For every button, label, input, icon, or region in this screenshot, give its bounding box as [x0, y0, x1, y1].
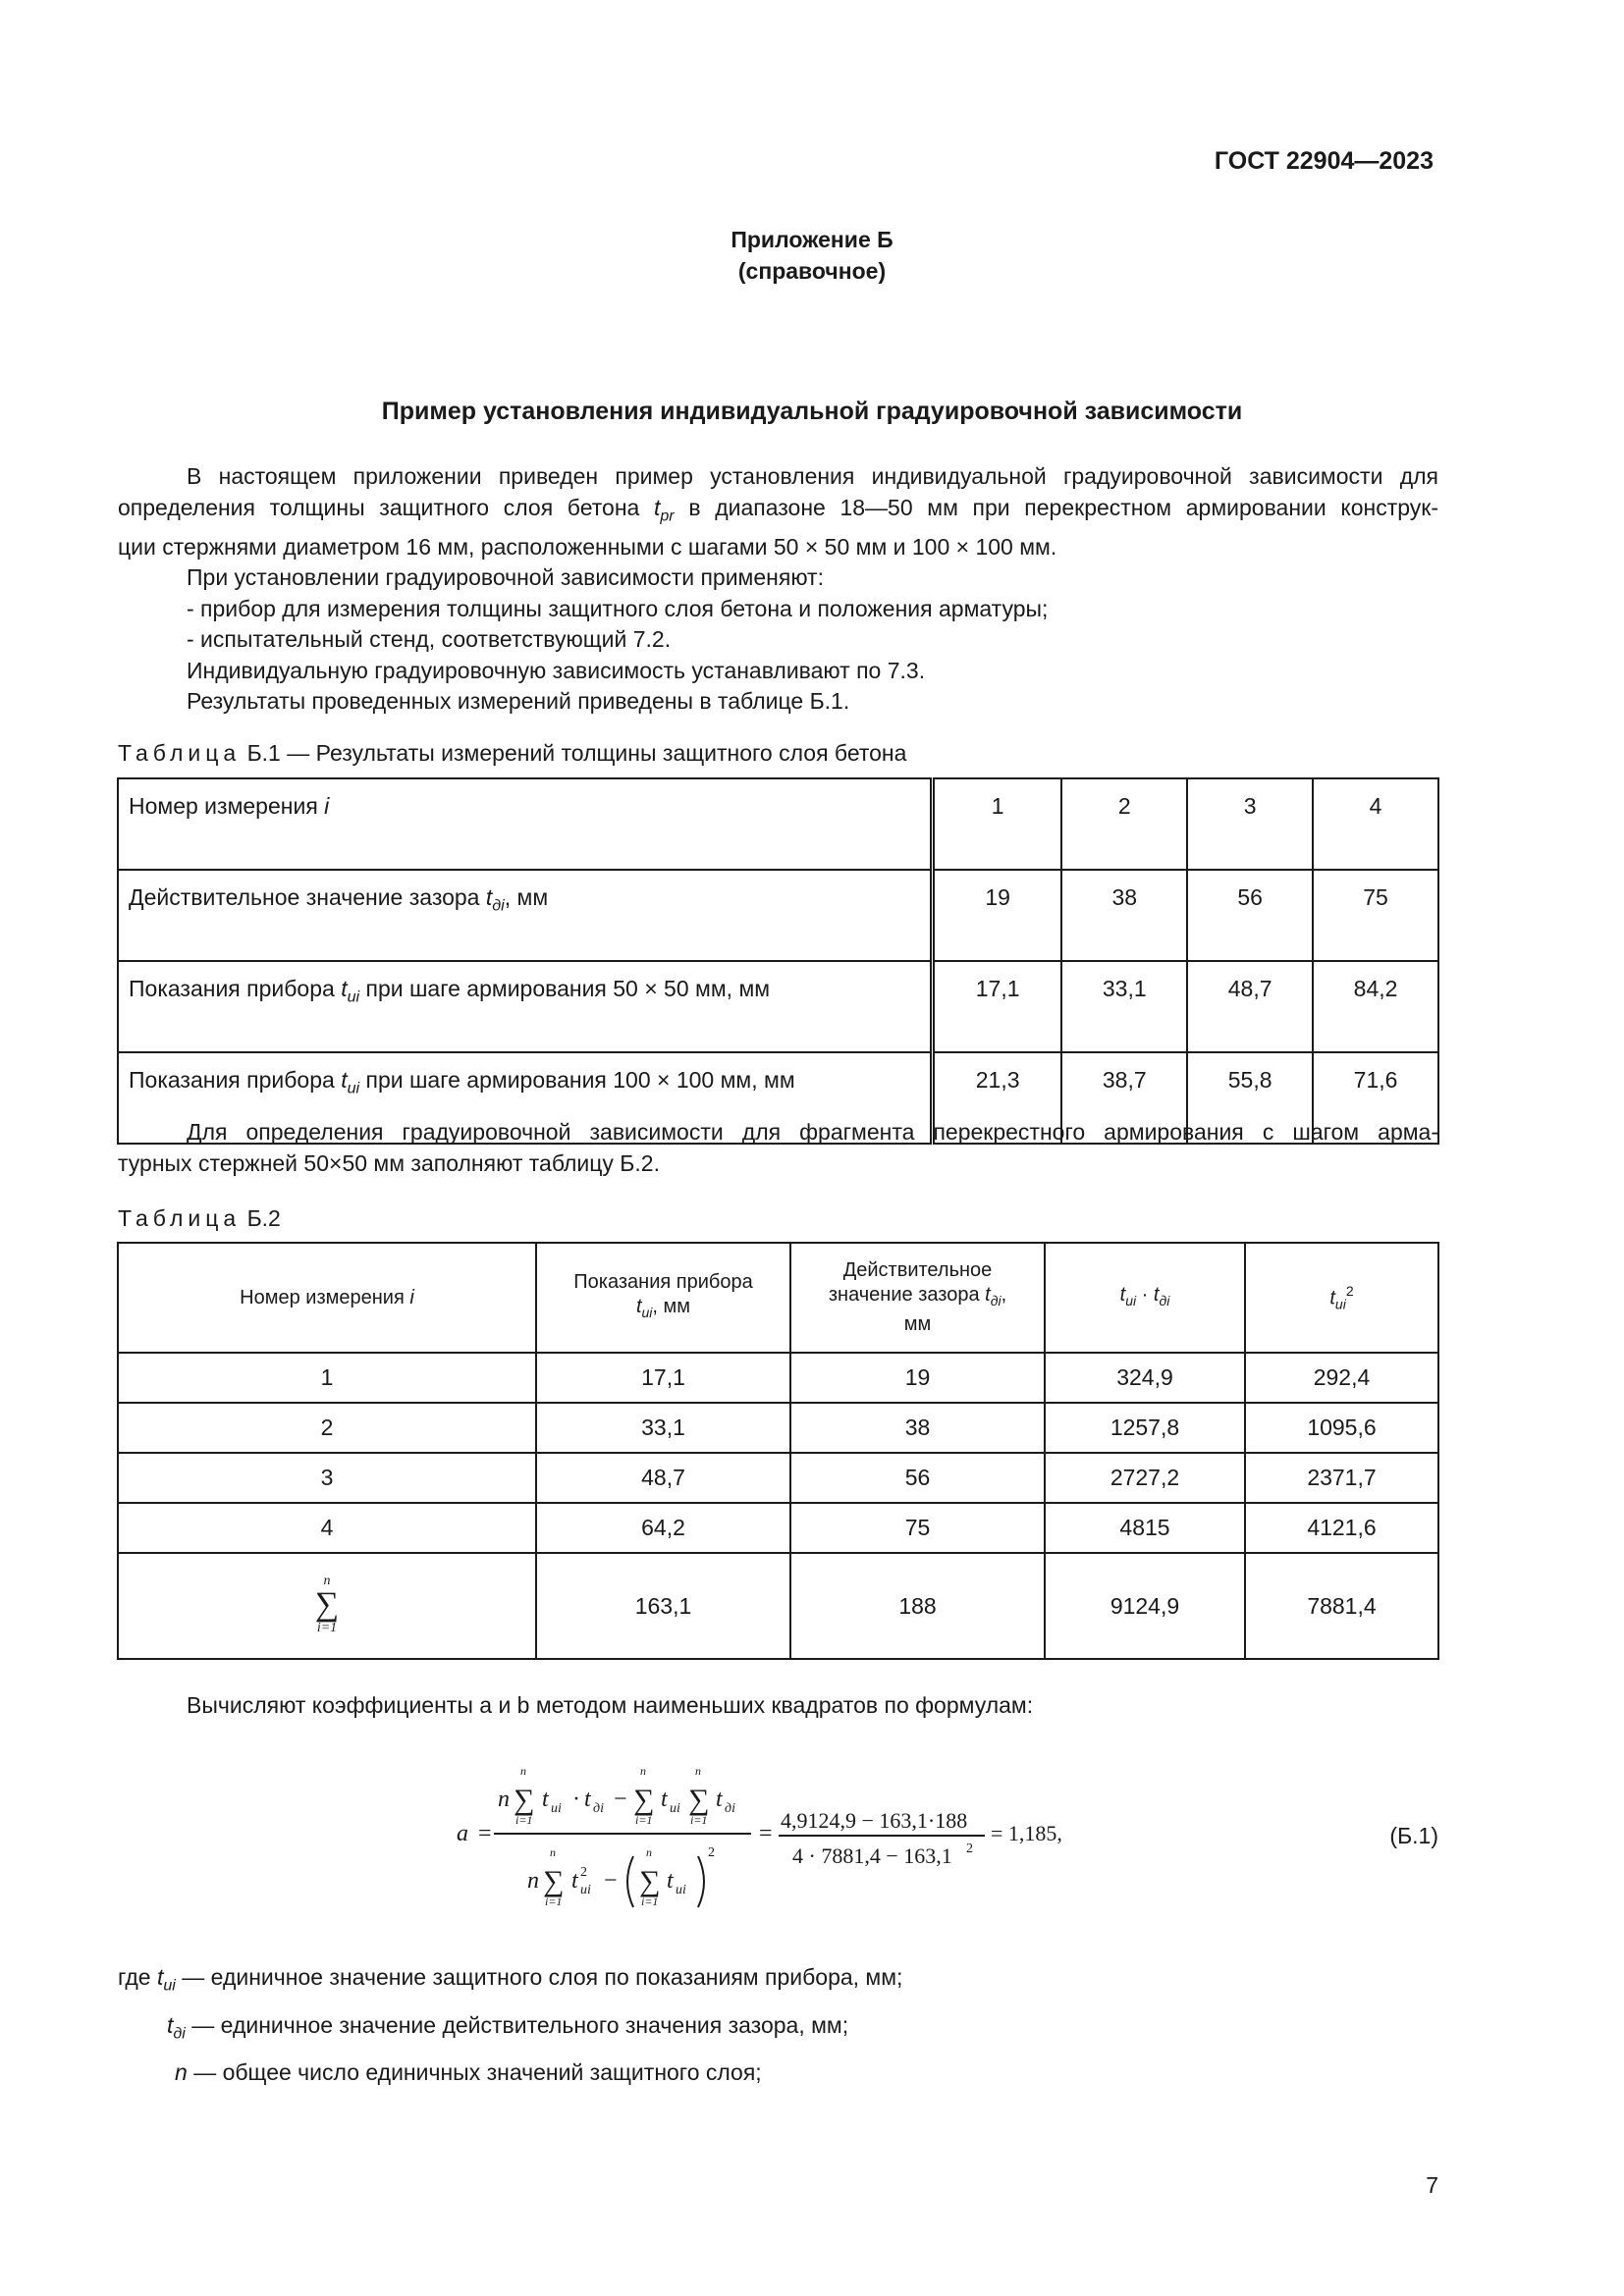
svg-text:−: − — [604, 1868, 618, 1894]
sigma-5: ∑ — [639, 1865, 661, 1897]
svg-text:иi: иi — [551, 1801, 562, 1816]
formula-eq: = — [478, 1821, 492, 1846]
svg-text:n: n — [550, 1845, 556, 1859]
calculation-table — [117, 1242, 1439, 1660]
header-product: $t_{иi} \cdot t_{дi}$ — [1045, 1243, 1245, 1353]
table2-intro-line-2: турных стержней 50×50 мм заполняют таблицу Б.2. — [118, 1149, 660, 1176]
header-actual-gap: Действительное значение зазора $t_{дi}$, мм — [790, 1243, 1045, 1353]
intro-list-item-2: - испытательный стенд, соответствующий 7.2. — [187, 626, 672, 653]
table2-sum-cell: 163,1 — [536, 1553, 790, 1659]
sum-upper-limit: n — [323, 1574, 331, 1588]
formula-numerator — [498, 1764, 735, 1827]
paren-left — [627, 1856, 633, 1907]
table1-row — [118, 870, 1438, 961]
table2-cell: 56 — [790, 1453, 1045, 1503]
svg-text:n: n — [640, 1764, 646, 1778]
svg-text:n: n — [520, 1764, 526, 1778]
header-instrument-reading: Показания прибора $t_{иi}$, мм — [536, 1243, 790, 1353]
svg-text:t: t — [571, 1868, 578, 1894]
table1-row-label: Показания прибора $t_{иi}$ при шаге армирования 100 × 100 мм, мм — [118, 1052, 933, 1144]
table1-cell: 71,6 — [1313, 1052, 1438, 1144]
table2-row — [118, 1453, 1438, 1503]
table2-cell: 4 — [118, 1503, 536, 1553]
table2-cell: 1257,8 — [1045, 1403, 1245, 1453]
formula-result: = 1,185, — [991, 1821, 1062, 1845]
table2-row — [118, 1503, 1438, 1553]
svg-text:i=1: i=1 — [690, 1813, 708, 1827]
table2-cell: 75 — [790, 1503, 1045, 1553]
table2-sum-row — [118, 1553, 1438, 1659]
svg-text:t: t — [716, 1787, 723, 1812]
header-measurement-number: Номер измерения i — [118, 1243, 536, 1353]
table2-cell: 324,9 — [1045, 1353, 1245, 1403]
sum-lower-limit: i=1 — [316, 1621, 338, 1635]
sigma-1: ∑ — [514, 1784, 535, 1816]
svg-text:t: t — [661, 1787, 668, 1812]
svg-text:2: 2 — [708, 1845, 715, 1860]
svg-text:n: n — [695, 1764, 701, 1778]
page-number: 7 — [1426, 2172, 1438, 2198]
formula-eq-2: = — [759, 1821, 773, 1846]
table1-cell: 33,1 — [1061, 961, 1187, 1052]
svg-text:дi: дi — [725, 1801, 735, 1816]
table2-intro-line-1: Для определения градуировочной зависимости для фрагмента перекрестного армирования с шагом арма- — [187, 1119, 1438, 1145]
table2-cell: 292,4 — [1245, 1353, 1438, 1403]
table1-row-label: Действительное значение зазора $t_{дi}$, мм — [118, 870, 933, 961]
intro-list-item-1: - прибор для измерения толщины защитного слоя бетона и положения арматуры; — [187, 595, 1049, 621]
table2-intro — [118, 1117, 1438, 1179]
svg-text:i=1: i=1 — [641, 1895, 659, 1908]
formula-denominator — [527, 1845, 715, 1908]
table1-cell: 55,8 — [1187, 1052, 1313, 1144]
intro-line-6: Результаты проведенных измерений приведены в таблице Б.1. — [187, 688, 850, 715]
intro-line-4: При установлении градуировочной зависимости применяют: — [187, 564, 824, 591]
table2-cell: 3 — [118, 1453, 536, 1503]
formula-b1 — [457, 1752, 1134, 1914]
svg-text:t: t — [542, 1787, 549, 1812]
definition-t-i: где $t_{иi}$ — единичное значение защитного слоя по показаниям прибора, мм; — [118, 1964, 903, 1995]
table2-cell: 4815 — [1045, 1503, 1245, 1553]
formula-definitions — [118, 1957, 1438, 2092]
svg-text:иi: иi — [676, 1883, 686, 1897]
measurements-table — [117, 777, 1439, 1145]
table2-cell: 19 — [790, 1353, 1045, 1403]
table1-cell: 2 — [1061, 778, 1187, 870]
table1-row-label: Номер измерения i — [118, 778, 933, 870]
formula-number: (Б.1) — [1389, 1823, 1438, 1848]
svg-text:2: 2 — [966, 1842, 973, 1856]
appendix-heading — [0, 224, 1624, 287]
formula-numeric-numerator: 4,9124,9 − 163,1·188 — [781, 1808, 968, 1833]
sigma-3: ∑ — [688, 1784, 710, 1816]
sum-symbol-cell — [118, 1553, 536, 1659]
document-code: ГОСТ 22904—2023 — [1214, 147, 1434, 175]
svg-text:иi: иi — [580, 1883, 591, 1897]
svg-text:n: n — [527, 1868, 539, 1894]
table1-cell: 1 — [933, 778, 1062, 870]
table1-row — [118, 961, 1438, 1052]
svg-text:n: n — [646, 1845, 652, 1859]
table2-cell: 48,7 — [536, 1453, 790, 1503]
table1-cell: 17,1 — [933, 961, 1062, 1052]
table1-row — [118, 778, 1438, 870]
table2-cell: 17,1 — [536, 1353, 790, 1403]
table1-caption: Таблица Б.1 — Результаты измерений толщины защитного слоя бетона — [118, 740, 907, 766]
table2-cell: 2727,2 — [1045, 1453, 1245, 1503]
table1-cell: 75 — [1313, 870, 1438, 961]
table1-cell: 56 — [1187, 870, 1313, 961]
table2-cell: 2371,7 — [1245, 1453, 1438, 1503]
svg-text:i=1: i=1 — [515, 1813, 533, 1827]
table2-cell: 1 — [118, 1353, 536, 1403]
intro-text — [118, 461, 1438, 718]
table1-cell: 84,2 — [1313, 961, 1438, 1052]
svg-text:t: t — [584, 1787, 591, 1812]
table2-sum-cell: 7881,4 — [1245, 1553, 1438, 1659]
table1-row-label: Показания прибора $t_{иi}$ при шаге армирования 50 × 50 мм, мм — [118, 961, 933, 1052]
table1-cell: 3 — [1187, 778, 1313, 870]
svg-text:t: t — [667, 1868, 674, 1894]
intro-line-3: ции стержнями диаметром 16 мм, расположенными с шагами 50 × 50 мм и 100 × 100 мм. — [118, 533, 1057, 560]
intro-line-2: определения толщины защитного слоя бетона $t_{pr}$ в диапазоне 18—50 мм при перекрестном армировании конструк- — [118, 494, 1438, 525]
svg-text:−: − — [614, 1787, 627, 1812]
header-square: $t_{иi}^2$ — [1245, 1243, 1438, 1353]
table1-cell: 48,7 — [1187, 961, 1313, 1052]
table2-caption: Таблица Б.2 — [118, 1205, 281, 1231]
appendix-type: (справочное) — [737, 258, 887, 284]
table1-cell: 4 — [1313, 778, 1438, 870]
table2-row — [118, 1403, 1438, 1453]
appendix-label: Приложение Б — [731, 227, 893, 252]
table2-row — [118, 1353, 1438, 1403]
table2-cell: 4121,6 — [1245, 1503, 1438, 1553]
table1-cell: 38,7 — [1061, 1052, 1187, 1144]
formula-a: a — [457, 1821, 468, 1846]
table2-cell: 33,1 — [536, 1403, 790, 1453]
table1-cell: 21,3 — [933, 1052, 1062, 1144]
table2-sum-cell: 9124,9 — [1045, 1553, 1245, 1659]
coefficients-text: Вычисляют коэффициенты a и b методом наименьших квадратов по формулам: — [187, 1692, 1034, 1718]
intro-line-5: Индивидуальную градуировочную зависимость устанавливают по 7.3. — [187, 657, 926, 683]
svg-text:иi: иi — [670, 1801, 680, 1816]
var-t: t — [653, 494, 661, 520]
table2-cell: 64,2 — [536, 1503, 790, 1553]
table1-cell: 38 — [1061, 870, 1187, 961]
table1-cell: 19 — [933, 870, 1062, 961]
svg-text:2: 2 — [580, 1865, 587, 1880]
sigma-4: ∑ — [543, 1865, 565, 1897]
svg-text:·: · — [572, 1787, 580, 1812]
definition-t-d: $t_{дi}$ — единичное значение действительного значения зазора, мм; — [167, 2011, 849, 2043]
table2-cell: 1095,6 — [1245, 1403, 1438, 1453]
sum-icon: ∑ — [314, 1586, 340, 1623]
table2-cell: 38 — [790, 1403, 1045, 1453]
sigma-2: ∑ — [633, 1784, 655, 1816]
intro-line-1: В настоящем приложении приведен пример установления индивидуальной градуировочной зависимости для — [187, 463, 1438, 489]
definition-n: n — общее число единичных значений защитного слоя; — [175, 2059, 762, 2086]
table2-sum-cell: 188 — [790, 1553, 1045, 1659]
svg-text:i=1: i=1 — [635, 1813, 653, 1827]
appendix-title: Пример установления индивидуальной градуировочной зависимости — [381, 398, 1243, 425]
svg-text:i=1: i=1 — [545, 1895, 563, 1908]
formula-numeric-denominator: 4 · 7881,4 − 163,1 — [792, 1843, 952, 1868]
table2-cell: 2 — [118, 1403, 536, 1453]
svg-text:дi: дi — [593, 1801, 604, 1816]
table2-header-row — [118, 1243, 1438, 1353]
paren-right — [698, 1856, 704, 1907]
svg-text:n: n — [498, 1787, 510, 1812]
